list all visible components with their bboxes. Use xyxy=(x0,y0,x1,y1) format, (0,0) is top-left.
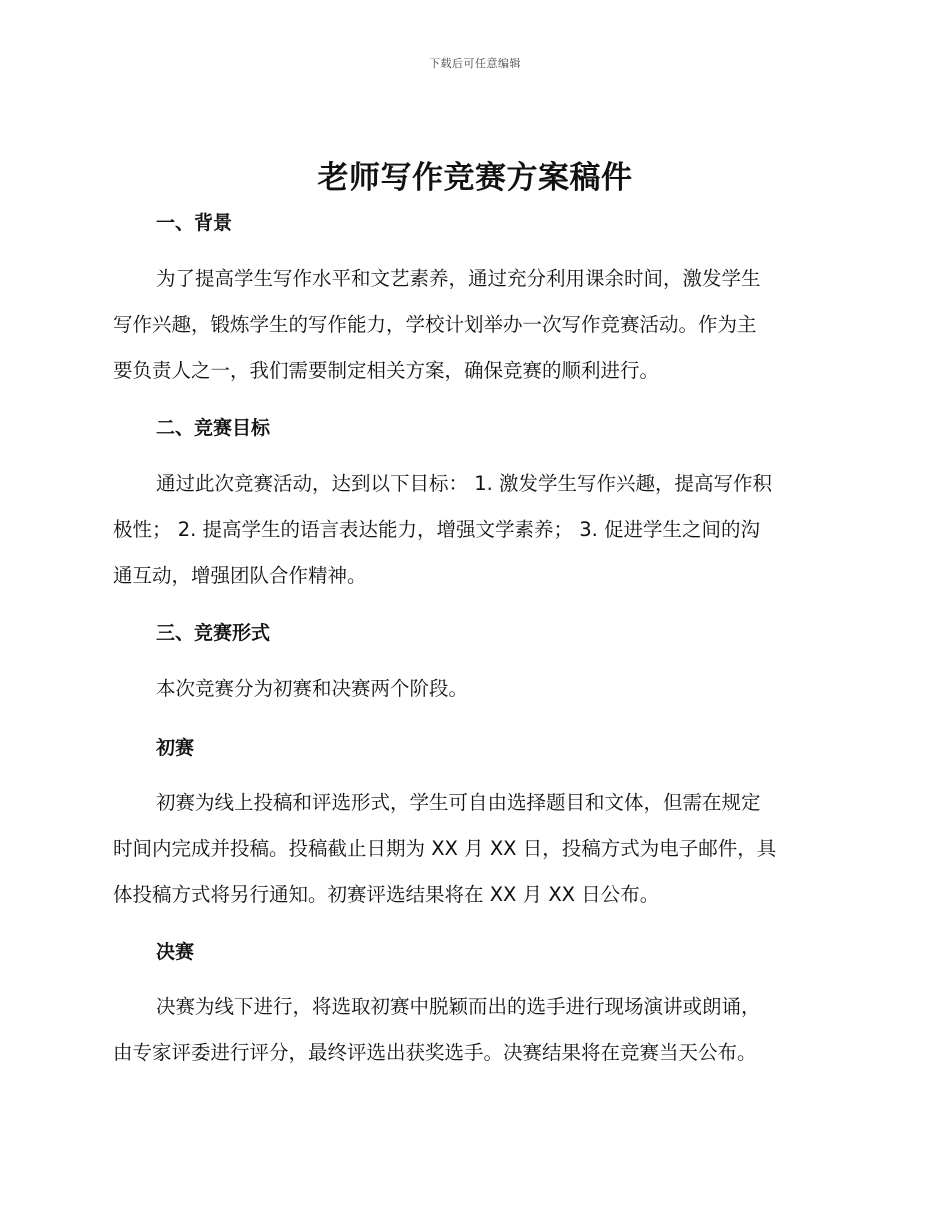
paragraph-line: 本次竞赛分为初赛和决赛两个阶段。 xyxy=(156,677,469,700)
paragraph-line: 初赛为线上投稿和评选形式，学生可自由选择题目和文体，但需在规定 xyxy=(156,791,761,814)
section-paragraph-final xyxy=(113,984,838,1076)
section-paragraph-format xyxy=(113,666,838,712)
paragraph-line: 体投稿方式将另行通知。初赛评选结果将在 XX 月 XX 日公布。 xyxy=(113,883,660,906)
section-heading-background: 一、背景 xyxy=(156,212,233,234)
paragraph-line: 极性； 2. 提高学生的语言表达能力，增强文学素养； 3. 促进学生之间的沟 xyxy=(113,518,761,541)
section-paragraph-background xyxy=(113,256,838,394)
paragraph-line: 决赛为线下进行，将选取初赛中脱颖而出的选手进行现场演讲或朗诵， xyxy=(156,995,761,1018)
paragraph-line: 由专家评委进行评分，最终评选出获奖选手。决赛结果将在竞赛当天公布。 xyxy=(113,1041,757,1064)
section-heading-preliminary: 初赛 xyxy=(156,737,195,759)
section-heading-final: 决赛 xyxy=(156,941,195,963)
section-paragraph-goals xyxy=(113,461,838,599)
paragraph-line: 为了提高学生写作水平和文艺素养，通过充分利用课余时间，激发学生 xyxy=(156,267,761,290)
header-note: 下载后可任意编辑 xyxy=(429,57,521,70)
paragraph-line: 时间内完成并投稿。投稿截止日期为 XX 月 XX 日，投稿方式为电子邮件，具 xyxy=(113,837,777,860)
section-heading-format: 三、竞赛形式 xyxy=(156,622,271,644)
paragraph-line: 要负责人之一，我们需要制定相关方案，确保竞赛的顺利进行。 xyxy=(113,359,660,382)
document-title: 老师写作竞赛方案稿件 xyxy=(317,160,633,196)
section-heading-goals: 二、竞赛目标 xyxy=(156,417,271,439)
section-paragraph-preliminary xyxy=(113,780,838,918)
paragraph-line: 通互动，增强团队合作精神。 xyxy=(113,564,367,587)
paragraph-line: 写作兴趣，锻炼学生的写作能力，学校计划举办一次写作竞赛活动。作为主 xyxy=(113,313,757,336)
paragraph-line: 通过此次竞赛活动，达到以下目标： 1. 激发学生写作兴趣，提高写作积 xyxy=(156,472,773,495)
